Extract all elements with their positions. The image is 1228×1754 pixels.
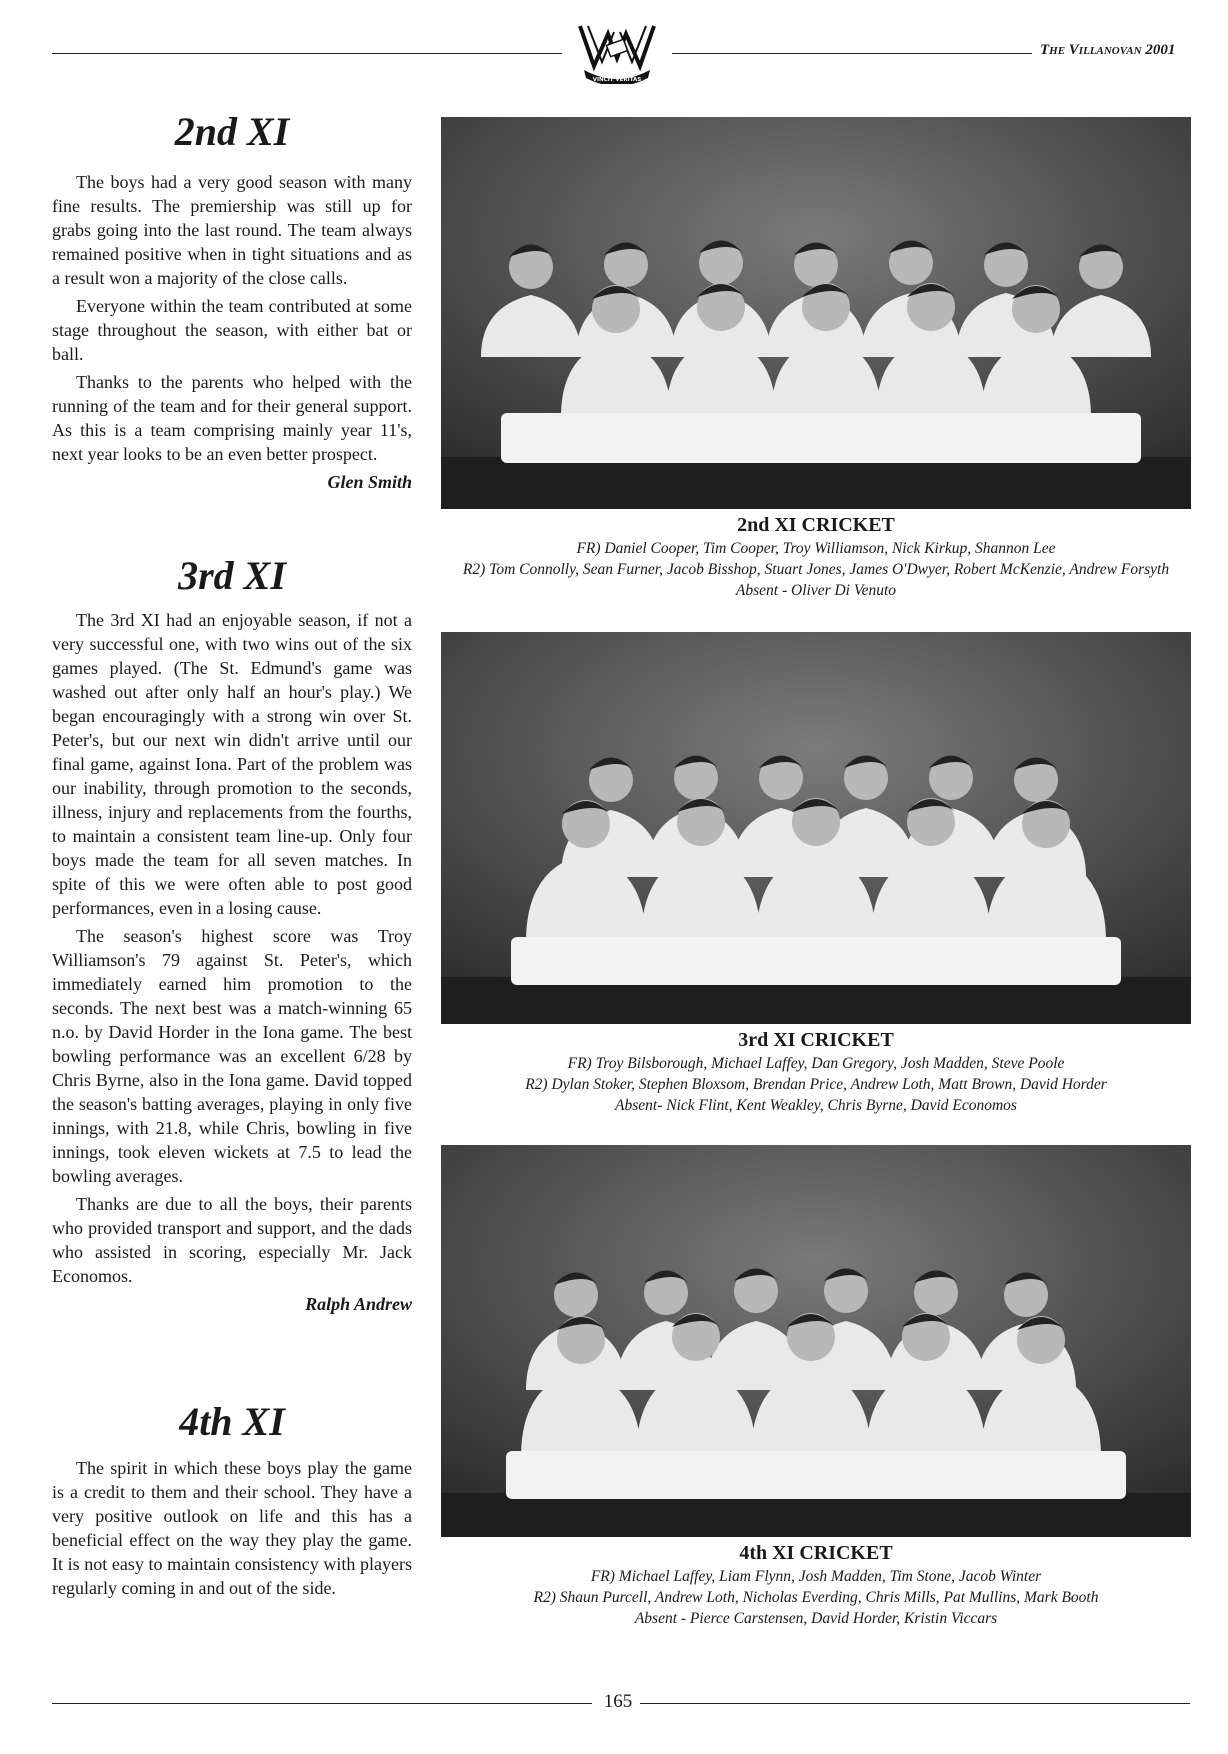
photo-caption-3rd-xi [430,1027,1202,1116]
caption-front-row: FR) Michael Laffey, Liam Flynn, Josh Madden, Tim Stone, Jacob Winter [590,1568,1042,1585]
running-title-year: 2001 [1145,42,1176,58]
paragraph: Thanks are due to all the boys, their parents who provided transport and support, and the dads who assisted in scoring, especially Mr. Jack Economos. [52,1194,412,1286]
team-photo-4th-xi [441,1145,1191,1537]
running-title-prefix: The Villanovan [1040,42,1142,58]
section-title: 4th XI [179,1399,285,1444]
author-signature: Ralph Andrew [305,1294,412,1314]
paragraph: Everyone within the team contributed at some stage throughout the season, with either bat or ball. [52,296,412,364]
section-3rd-xi [52,552,412,1316]
logo-motto: VINCIT VERITAS [592,77,642,83]
section-title: 3rd XI [178,553,286,598]
caption-front-row: FR) Troy Bilsborough, Michael Laffey, Dan Gregory, Josh Madden, Steve Poole [567,1055,1065,1072]
caption-second-row: R2) Dylan Stoker, Stephen Bloxsom, Brendan Price, Andrew Loth, Matt Brown, David Horder [525,1076,1107,1093]
caption-absent: Absent - Pierce Carstensen, David Horder, Kristin Viccars [634,1610,998,1627]
caption-title: 3rd XI CRICKET [738,1029,894,1051]
section-title: 2nd XI [174,109,290,154]
paragraph: The spirit in which these boys play the game is a credit to them and their school. They have a very positive outlook on life and this has a beneficial effect on the way they play the game. It is not easy to maintain consistency with players regularly coming in and out of the side. [52,1458,412,1598]
caption-absent: Absent- Nick Flint, Kent Weakley, Chris Byrne, David Economos [615,1097,1017,1114]
section-4th-xi [52,1398,412,1604]
footer-rule-left [52,1703,592,1704]
caption-second-row: R2) Tom Connolly, Sean Furner, Jacob Bisshop, Stuart Jones, James O'Dwyer, Robert McKenzie, Andrew Forsyth [462,561,1170,578]
photo-caption-2nd-xi [430,512,1202,601]
header-rule-left [52,53,562,54]
page-number: 165 [603,1691,633,1712]
team-photo-2nd-xi [441,117,1191,509]
photo-caption-4th-xi [430,1540,1202,1629]
paragraph: Thanks to the parents who helped with the running of the team and for their general support. As this is a team comprising mainly year 11's, next year looks to be an even better prospect. [52,372,412,464]
school-crest-icon [578,22,656,84]
footer-rule-right [640,1703,1190,1704]
author-signature: Glen Smith [327,472,412,492]
paragraph: The 3rd XI had an enjoyable season, if not a very successful one, with two wins out of the six games played. (The St. Edmund's game was washed out after only half an hour's play.) We began encouragingly with a strong win over St. Peter's, but our next win didn't arrive until our final game, against Iona. Part of the problem was our inability, through promotion to the seconds, illness, injury and replacements from the fourths, to maintain a consistent team line-up. Only four boys made the team for all seven matches. In spite of this we were often able to post good performances, even in a losing cause. [52,610,412,918]
team-photo-3rd-xi [441,632,1191,1024]
header-rule-right [672,53,1032,54]
caption-second-row: R2) Shaun Purcell, Andrew Loth, Nicholas Everding, Chris Mills, Pat Mullins, Mark Booth [533,1589,1099,1606]
caption-title: 2nd XI CRICKET [737,514,895,536]
running-title [1040,42,1190,59]
caption-title: 4th XI CRICKET [739,1542,893,1564]
paragraph: The season's highest score was Troy Williamson's 79 against St. Peter's, which immediately earned him promotion to the seconds. The next best was a match-winning 65 n.o. by David Horder in the Iona game. The best bowling performance was an excellent 6/28 by Chris Byrne, also in the Iona game. David topped the season's batting averages, playing in only five innings, with 21.8, while Chris, bowling in five innings, took eleven wickets at 7.5 to lead the bowling averages. [52,926,412,1186]
section-2nd-xi [52,108,412,494]
caption-absent: Absent - Oliver Di Venuto [735,582,897,599]
paragraph: The boys had a very good season with many fine results. The premiership was still up for grabs going into the last round. The team always remained positive when in tight situations and as a result won a majority of the close calls. [52,172,412,288]
caption-front-row: FR) Daniel Cooper, Tim Cooper, Troy Williamson, Nick Kirkup, Shannon Lee [576,540,1056,557]
